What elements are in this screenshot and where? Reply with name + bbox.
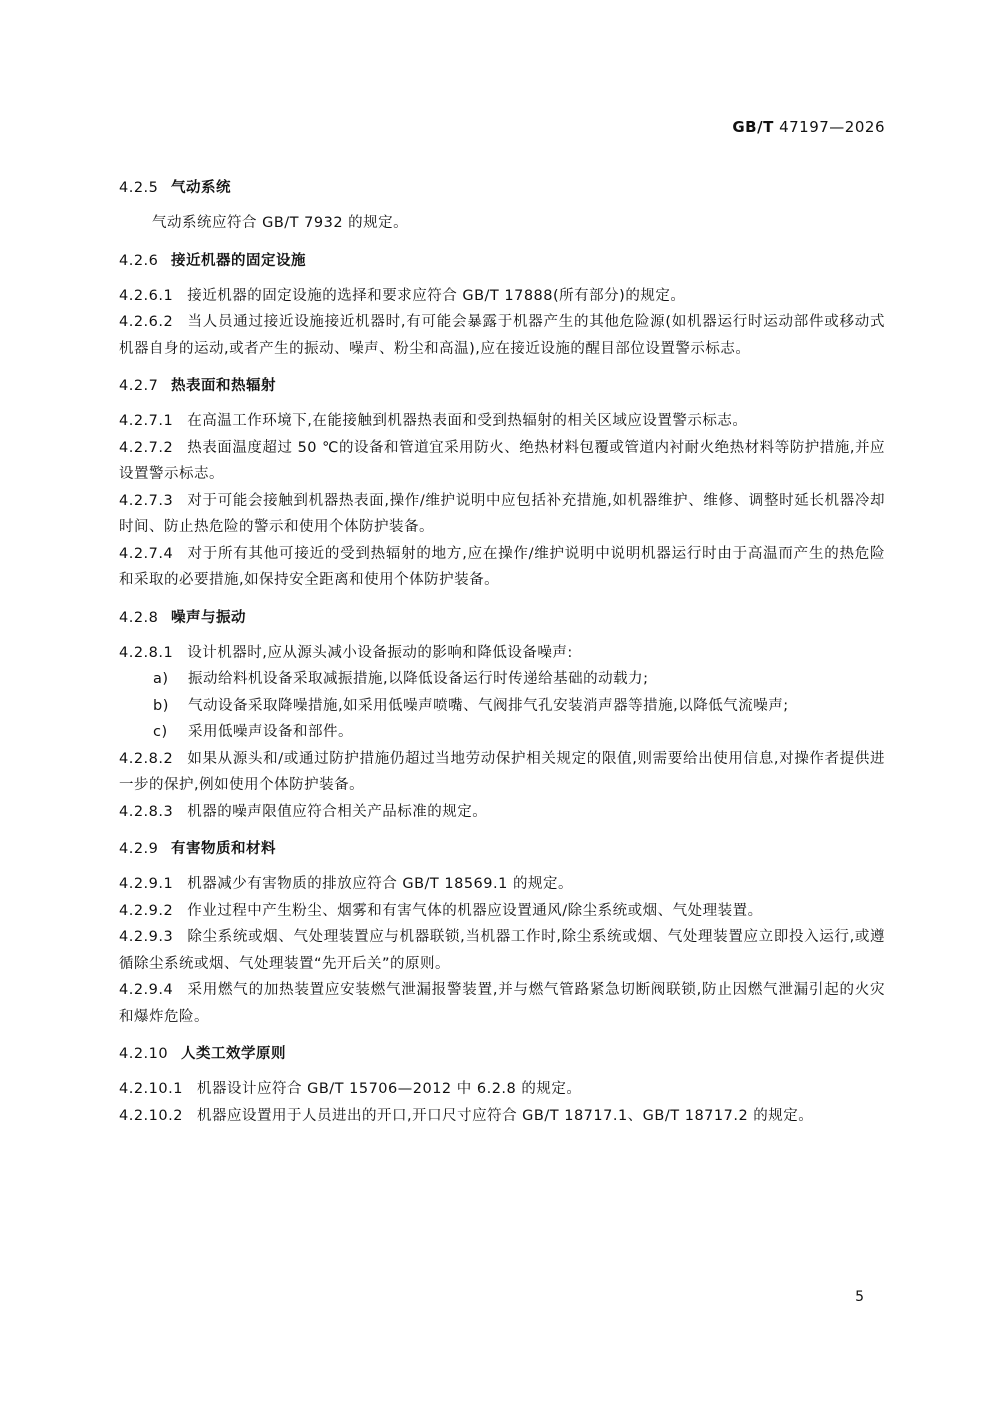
- clause-number: 4.2.6.1: [119, 287, 174, 304]
- section-title: 人类工效学原则: [181, 1046, 286, 1062]
- section-number: 4.2.6: [119, 252, 159, 269]
- clause-number: 4.2.10.2: [119, 1107, 183, 1124]
- clause-4-2-7-2: [119, 435, 885, 488]
- clause-4-2-6-2: [119, 309, 885, 362]
- clause-text: 热表面温度超过 50 ℃的设备和管道宜采用防火、绝热材料包覆或管道内衬耐火绝热材料等防护措施,并应设置警示标志。: [119, 439, 885, 482]
- clause-text: 在高温工作环境下,在能接触到机器热表面和受到热辐射的相关区域应设置警示标志。: [187, 413, 748, 429]
- clause-4-2-10-1: [119, 1076, 885, 1103]
- list-item: [119, 693, 885, 720]
- list-item-label: c): [153, 724, 168, 740]
- list-item-text: 气动设备采取降噪措施,如采用低噪声喷嘴、气阀排气孔安装消声器等措施,以降低气流噪声;: [188, 697, 789, 714]
- section-title: 气动系统: [171, 180, 231, 196]
- clause-number: 4.2.9.2: [119, 902, 174, 919]
- clause-number: 4.2.7.2: [119, 439, 174, 456]
- clause-text: 机器应设置用于人员进出的开口,开口尺寸应符合 GB/T 18717.1、GB/T 18717.2 的规定。: [196, 1107, 814, 1124]
- clause-number: 4.2.6.2: [119, 314, 174, 330]
- list-item-text: 采用低噪声设备和部件。: [188, 724, 353, 740]
- standard-number-header: [732, 118, 885, 136]
- clause-4-2-8-3: [119, 799, 885, 826]
- clause-number: 4.2.8.3: [119, 803, 174, 820]
- document-body: [119, 176, 885, 1129]
- clause-4-2-7-4: [119, 541, 885, 594]
- clause-text: 除尘系统或烟、气处理装置应与机器联锁,当机器工作时,除尘系统或烟、气处理装置应立即投入运行,或遵循除尘系统或烟、气处理装置“先开后关”的原则。: [119, 929, 885, 972]
- clause-number: 4.2.7.4: [119, 545, 174, 562]
- list-item: [119, 719, 885, 746]
- section-title: 接近机器的固定设施: [171, 252, 306, 269]
- clause-text: 接近机器的固定设施的选择和要求应符合 GB/T 17888(所有部分)的规定。: [187, 287, 686, 304]
- clause-4-2-7-3: [119, 488, 885, 541]
- section-heading-4-2-6: [119, 249, 885, 274]
- section-title: 热表面和热辐射: [171, 378, 276, 394]
- clause-4-2-9-2: [119, 898, 885, 925]
- clause-4-2-9-3: [119, 924, 885, 977]
- clause-text: 机器设计应符合 GB/T 15706—2012 中 6.2.8 的规定。: [196, 1081, 582, 1097]
- standard-code: 47197—2026: [779, 118, 885, 136]
- clause-text: 采用燃气的加热装置应安装燃气泄漏报警装置,并与燃气管路紧急切断阀联锁,防止因燃气泄漏引起的火灾和爆炸危险。: [119, 982, 885, 1025]
- section-number: 4.2.8: [119, 609, 159, 626]
- clause-number: 4.2.7.3: [119, 492, 174, 509]
- clause-number: 4.2.8.1: [119, 644, 174, 661]
- paragraph: 气动系统应符合 GB/T 7932 的规定。: [152, 215, 409, 231]
- clause-text: 对于所有其他可接近的受到热辐射的地方,应在操作/维护说明中说明机器运行时由于高温而产生的热危险和采取的必要措施,如保持安全距离和使用个体防护装备。: [119, 545, 885, 588]
- section-heading-4-2-8: [119, 606, 885, 631]
- standard-prefix: GB/T: [732, 118, 774, 136]
- clause-number: 4.2.9.4: [119, 982, 174, 998]
- list-item: [119, 666, 885, 693]
- clause-text: 机器减少有害物质的排放应符合 GB/T 18569.1 的规定。: [187, 876, 573, 892]
- clause-text: 机器的噪声限值应符合相关产品标准的规定。: [187, 803, 488, 820]
- section-number: 4.2.10: [119, 1046, 169, 1062]
- clause-number: 4.2.7.1: [119, 413, 174, 429]
- clause-4-2-7-1: [119, 408, 885, 435]
- clause-text: 作业过程中产生粉尘、烟雾和有害气体的机器应设置通风/除尘系统或烟、气处理装置。: [187, 902, 763, 919]
- section-title: 噪声与振动: [171, 609, 246, 626]
- clause-text: 如果从源头和/或通过防护措施仍超过当地劳动保护相关规定的限值,则需要给出使用信息,对操作者提供进一步的保护,例如使用个体防护装备。: [119, 750, 885, 793]
- section-number: 4.2.7: [119, 378, 159, 394]
- section-heading-4-2-10: [119, 1042, 885, 1067]
- clause-text: 对于可能会接触到机器热表面,操作/维护说明中应包括补充措施,如机器维护、维修、调整时延长机器冷却时间、防止热危险的警示和使用个体防护装备。: [119, 492, 885, 535]
- list-item-label: b): [153, 697, 169, 714]
- section-number: 4.2.9: [119, 841, 159, 857]
- list-item-text: 振动给料机设备采取减振措施,以降低设备运行时传递给基础的动载力;: [188, 671, 649, 687]
- section-title: 有害物质和材料: [171, 841, 276, 857]
- section-number: 4.2.5: [119, 180, 159, 196]
- clause-4-2-8-2: [119, 746, 885, 799]
- section-heading-4-2-5: [119, 176, 885, 201]
- clause-number: 4.2.8.2: [119, 750, 174, 767]
- clause-text: 设计机器时,应从源头减小设备振动的影响和降低设备噪声:: [187, 644, 573, 661]
- clause-number: 4.2.9.1: [119, 876, 174, 892]
- clause-text: 当人员通过接近设施接近机器时,有可能会暴露于机器产生的其他危险源(如机器运行时运动部件或移动式机器自身的运动,或者产生的振动、噪声、粉尘和高温),应在接近设施的醒目部位设置警示标志。: [119, 314, 885, 357]
- clause-4-2-9-4: [119, 977, 885, 1030]
- list-item-label: a): [153, 671, 169, 687]
- clause-number: 4.2.10.1: [119, 1081, 183, 1097]
- clause-4-2-10-2: [119, 1103, 885, 1130]
- section-heading-4-2-9: [119, 837, 885, 862]
- clause-4-2-8-1: [119, 640, 885, 667]
- clause-4-2-9-1: [119, 871, 885, 898]
- section-heading-4-2-7: [119, 374, 885, 399]
- clause-number: 4.2.9.3: [119, 929, 174, 945]
- clause-4-2-6-1: [119, 283, 885, 310]
- page-number: 5: [855, 1289, 864, 1305]
